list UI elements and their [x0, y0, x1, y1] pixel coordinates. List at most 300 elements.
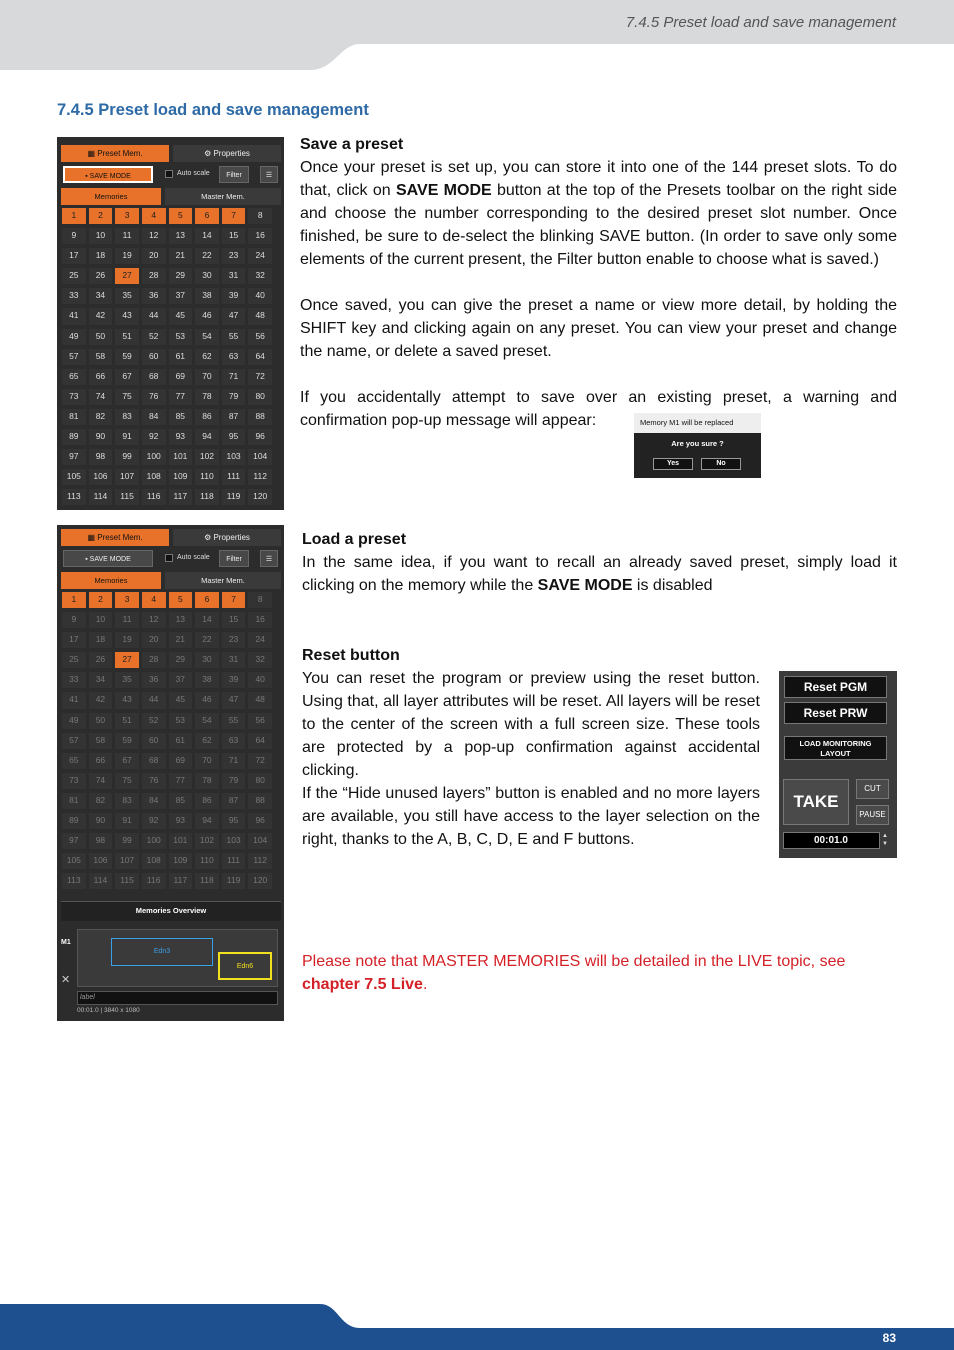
memory-slot-118[interactable]: 118 [195, 873, 219, 889]
memory-slot-117[interactable]: 117 [169, 873, 193, 889]
m1-label: M1 [61, 939, 71, 946]
memory-slot-110[interactable]: 110 [195, 469, 219, 485]
memory-slot-10[interactable]: 10 [89, 228, 113, 244]
memory-slot-38[interactable]: 38 [195, 288, 219, 304]
memory-slot-5[interactable]: 5 [169, 592, 193, 608]
memory-slot-50[interactable]: 50 [89, 713, 113, 729]
memory-slot-46[interactable]: 46 [195, 692, 219, 708]
memory-slot-61[interactable]: 61 [169, 733, 193, 749]
memory-slot-61[interactable]: 61 [169, 349, 193, 365]
memory-slot-70[interactable]: 70 [195, 369, 219, 385]
memory-slot-96[interactable]: 96 [248, 813, 272, 829]
duration-field[interactable]: 00:01.0 [783, 832, 880, 849]
memory-slot-34[interactable]: 34 [89, 672, 113, 688]
memory-slot-7[interactable]: 7 [222, 592, 246, 608]
memory-slot-120[interactable]: 120 [248, 489, 272, 505]
memory-slot-42[interactable]: 42 [89, 308, 113, 324]
memory-slot-6[interactable]: 6 [195, 592, 219, 608]
memory-slot-75[interactable]: 75 [115, 773, 139, 789]
save-preset-warning-text [300, 386, 897, 432]
memory-slot-74[interactable]: 74 [89, 389, 113, 405]
memory-slot-63[interactable]: 63 [222, 733, 246, 749]
memory-slot-70[interactable]: 70 [195, 753, 219, 769]
memory-slot-81[interactable]: 81 [62, 793, 86, 809]
memory-slot-55[interactable]: 55 [222, 329, 246, 345]
preset-mem-icon: ▦ [87, 149, 98, 158]
memory-slot-92[interactable]: 92 [142, 813, 166, 829]
memory-slot-67[interactable]: 67 [115, 369, 139, 385]
memory-slot-17[interactable]: 17 [62, 632, 86, 648]
memory-slot-91[interactable]: 91 [115, 429, 139, 445]
auto-scale-checkbox[interactable] [165, 554, 173, 562]
memory-slot-8[interactable]: 8 [248, 592, 272, 608]
memory-slot-79[interactable]: 79 [222, 773, 246, 789]
load-monitoring-button[interactable]: LOAD MONITORING LAYOUT [784, 736, 887, 760]
memory-slot-9[interactable]: 9 [62, 228, 86, 244]
footer-band [0, 1304, 954, 1350]
tab-properties[interactable]: ⚙ Properties [173, 145, 281, 162]
memory-slot-63[interactable]: 63 [222, 349, 246, 365]
memory-slot-47[interactable]: 47 [222, 692, 246, 708]
tab-memories[interactable]: Memories [61, 572, 161, 589]
memory-slot-87[interactable]: 87 [222, 793, 246, 809]
memory-slot-19[interactable]: 19 [115, 632, 139, 648]
memory-slot-76[interactable]: 76 [142, 389, 166, 405]
memory-slot-2[interactable]: 2 [89, 208, 113, 224]
memory-slot-90[interactable]: 90 [89, 429, 113, 445]
memory-slot-118[interactable]: 118 [195, 489, 219, 505]
memory-slot-107[interactable]: 107 [115, 853, 139, 869]
memory-slot-6[interactable]: 6 [195, 208, 219, 224]
reset-paragraph-1: You can reset the program or preview using the reset button. Using that, all layer attributes will be reset. All layers will be reset to the center of the screen with a full screen size. These tools are protected by a pop-up confirmation against accidental clicking. [302, 670, 760, 779]
memory-slot-36[interactable]: 36 [142, 288, 166, 304]
memory-slot-3[interactable]: 3 [115, 208, 139, 224]
memory-slot-100[interactable]: 100 [142, 833, 166, 849]
memory-slot-20[interactable]: 20 [142, 632, 166, 648]
memory-slot-93[interactable]: 93 [169, 813, 193, 829]
memory-slot-58[interactable]: 58 [89, 349, 113, 365]
load-preset-block [302, 528, 897, 597]
memory-slot-13[interactable]: 13 [169, 228, 193, 244]
memory-slot-21[interactable]: 21 [169, 632, 193, 648]
memory-slot-56[interactable]: 56 [248, 713, 272, 729]
popup-question: Are you sure ? [671, 439, 724, 448]
memory-slot-51[interactable]: 51 [115, 329, 139, 345]
memory-slot-11[interactable]: 11 [115, 228, 139, 244]
save-preset-block [300, 133, 897, 363]
memory-slot-66[interactable]: 66 [89, 369, 113, 385]
duration-stepper-icon[interactable]: ▲ ▼ [882, 833, 888, 847]
list-view-icon[interactable]: ☰ [260, 166, 278, 183]
memory-slot-109[interactable]: 109 [169, 469, 193, 485]
memory-slot-14[interactable]: 14 [195, 228, 219, 244]
memory-slot-99[interactable]: 99 [115, 833, 139, 849]
memory-slot-115[interactable]: 115 [115, 873, 139, 889]
save-preset-heading: Save a preset [300, 136, 404, 153]
memory-slot-37[interactable]: 37 [169, 672, 193, 688]
memory-slot-74[interactable]: 74 [89, 773, 113, 789]
memory-slot-4[interactable]: 4 [142, 208, 166, 224]
memory-slot-72[interactable]: 72 [248, 753, 272, 769]
memory-slot-114[interactable]: 114 [89, 489, 113, 505]
memory-slot-100[interactable]: 100 [142, 449, 166, 465]
memory-slot-24[interactable]: 24 [248, 248, 272, 264]
memory-slot-68[interactable]: 68 [142, 369, 166, 385]
memory-slot-95[interactable]: 95 [222, 813, 246, 829]
memory-slot-95[interactable]: 95 [222, 429, 246, 445]
memory-slot-73[interactable]: 73 [62, 389, 86, 405]
memory-slot-47[interactable]: 47 [222, 308, 246, 324]
memory-slot-83[interactable]: 83 [115, 409, 139, 425]
memory-slot-16[interactable]: 16 [248, 612, 272, 628]
reset-paragraph-2: If the “Hide unused layers” button is enabled and no more layers are available, you still have access to the layer selection on the right, thanks to the A, B, C, D, E and F buttons. [302, 785, 760, 848]
load-preset-paragraph: In the same idea, if you want to recall an already saved preset, simply load it clicking on the memory while the SAVE MODE is disabled [302, 554, 897, 594]
memory-slot-39[interactable]: 39 [222, 288, 246, 304]
memory-slot-18[interactable]: 18 [89, 248, 113, 264]
memory-slot-32[interactable]: 32 [248, 268, 272, 284]
memory-slot-1[interactable]: 1 [62, 592, 86, 608]
memory-slot-97[interactable]: 97 [62, 449, 86, 465]
reset-block [302, 644, 760, 851]
memory-slot-98[interactable]: 98 [89, 833, 113, 849]
memory-slot-91[interactable]: 91 [115, 813, 139, 829]
memory-slot-27[interactable]: 27 [115, 268, 139, 284]
memory-slot-17[interactable]: 17 [62, 248, 86, 264]
memory-slot-98[interactable]: 98 [89, 449, 113, 465]
memory-slot-117[interactable]: 117 [169, 489, 193, 505]
auto-scale-label: Auto scale [177, 554, 210, 561]
tab-preset-mem[interactable]: ▦ Preset Mem. [61, 529, 169, 546]
memory-slot-35[interactable]: 35 [115, 288, 139, 304]
memory-slot-21[interactable]: 21 [169, 248, 193, 264]
take-button[interactable]: TAKE [783, 779, 849, 825]
header-band [0, 0, 954, 70]
memory-slot-109[interactable]: 109 [169, 853, 193, 869]
memory-slot-28[interactable]: 28 [142, 268, 166, 284]
memory-slot-48[interactable]: 48 [248, 692, 272, 708]
memory-slot-65[interactable]: 65 [62, 753, 86, 769]
memory-slot-54[interactable]: 54 [195, 329, 219, 345]
memory-slot-3[interactable]: 3 [115, 592, 139, 608]
label-input[interactable]: label [77, 991, 278, 1005]
memory-slot-36[interactable]: 36 [142, 672, 166, 688]
confirm-popup [634, 413, 761, 478]
close-icon[interactable]: ✕ [61, 974, 71, 986]
memory-slot-102[interactable]: 102 [195, 449, 219, 465]
memory-slot-11[interactable]: 11 [115, 612, 139, 628]
memory-slot-12[interactable]: 12 [142, 228, 166, 244]
memory-slot-22[interactable]: 22 [195, 632, 219, 648]
properties-icon: ⚙ [204, 149, 214, 158]
memory-grid [61, 590, 273, 891]
memory-slot-110[interactable]: 110 [195, 853, 219, 869]
memory-slot-99[interactable]: 99 [115, 449, 139, 465]
memory-slot-53[interactable]: 53 [169, 713, 193, 729]
memory-slot-25[interactable]: 25 [62, 652, 86, 668]
overview-layer-1[interactable]: Edn3 [111, 938, 213, 966]
memory-slot-84[interactable]: 84 [142, 793, 166, 809]
memory-slot-40[interactable]: 40 [248, 672, 272, 688]
master-memories-note: Please note that MASTER MEMORIES will be detailed in the LIVE topic, see chapter 7.5 Live. [302, 953, 846, 993]
preset-panel-save-mode [57, 137, 284, 510]
memory-slot-106[interactable]: 106 [89, 469, 113, 485]
memory-slot-30[interactable]: 30 [195, 652, 219, 668]
memory-slot-54[interactable]: 54 [195, 713, 219, 729]
memory-slot-76[interactable]: 76 [142, 773, 166, 789]
memory-slot-116[interactable]: 116 [142, 873, 166, 889]
memory-slot-65[interactable]: 65 [62, 369, 86, 385]
memory-slot-103[interactable]: 103 [222, 833, 246, 849]
memory-slot-79[interactable]: 79 [222, 389, 246, 405]
memory-slot-105[interactable]: 105 [62, 469, 86, 485]
memory-slot-57[interactable]: 57 [62, 349, 86, 365]
memory-slot-86[interactable]: 86 [195, 409, 219, 425]
memory-slot-60[interactable]: 60 [142, 733, 166, 749]
memory-slot-77[interactable]: 77 [169, 389, 193, 405]
memory-slot-48[interactable]: 48 [248, 308, 272, 324]
memory-slot-85[interactable]: 85 [169, 409, 193, 425]
memory-slot-120[interactable]: 120 [248, 873, 272, 889]
memory-slot-59[interactable]: 59 [115, 349, 139, 365]
memory-slot-97[interactable]: 97 [62, 833, 86, 849]
memory-slot-42[interactable]: 42 [89, 692, 113, 708]
memory-slot-45[interactable]: 45 [169, 692, 193, 708]
memory-slot-80[interactable]: 80 [248, 389, 272, 405]
save-preset-paragraph-2: Once saved, you can give the preset a name or view more detail, by holding the SHIFT key and clicking again on any preset. You can view your preset and change the name, or delete a saved preset. [300, 297, 897, 360]
pause-button[interactable]: PAUSE [856, 805, 889, 825]
memory-slot-59[interactable]: 59 [115, 733, 139, 749]
memory-slot-45[interactable]: 45 [169, 308, 193, 324]
memory-slot-108[interactable]: 108 [142, 853, 166, 869]
memory-slot-40[interactable]: 40 [248, 288, 272, 304]
memory-slot-69[interactable]: 69 [169, 369, 193, 385]
memory-slot-23[interactable]: 23 [222, 248, 246, 264]
memory-slot-18[interactable]: 18 [89, 632, 113, 648]
filter-button[interactable]: Filter [219, 550, 249, 567]
memory-slot-31[interactable]: 31 [222, 268, 246, 284]
chapter-link[interactable]: chapter 7.5 Live [302, 976, 423, 993]
memory-slot-101[interactable]: 101 [169, 833, 193, 849]
memory-slot-96[interactable]: 96 [248, 429, 272, 445]
memory-slot-24[interactable]: 24 [248, 632, 272, 648]
memory-slot-33[interactable]: 33 [62, 672, 86, 688]
memory-slot-29[interactable]: 29 [169, 652, 193, 668]
memory-slot-9[interactable]: 9 [62, 612, 86, 628]
memory-slot-115[interactable]: 115 [115, 489, 139, 505]
memory-slot-84[interactable]: 84 [142, 409, 166, 425]
memory-slot-73[interactable]: 73 [62, 773, 86, 789]
memory-slot-1[interactable]: 1 [62, 208, 86, 224]
memory-slot-112[interactable]: 112 [248, 469, 272, 485]
memory-slot-78[interactable]: 78 [195, 773, 219, 789]
memory-slot-66[interactable]: 66 [89, 753, 113, 769]
list-view-icon[interactable]: ☰ [260, 550, 278, 567]
load-preset-heading: Load a preset [302, 531, 407, 548]
memory-slot-64[interactable]: 64 [248, 349, 272, 365]
memory-slot-32[interactable]: 32 [248, 652, 272, 668]
memory-slot-68[interactable]: 68 [142, 753, 166, 769]
memory-slot-104[interactable]: 104 [248, 449, 272, 465]
memory-slot-33[interactable]: 33 [62, 288, 86, 304]
memory-slot-62[interactable]: 62 [195, 733, 219, 749]
save-preset-paragraph-1: Once your preset is set up, you can store it into one of the 144 preset slots. To do that, click on SAVE MODE button at the top of the Presets toolbar on the right side and choose the number corresponding to the desired preset slot number. Once finished, be sure to de-select the blinking SAVE button. (In order to save only some elements of the current present, the Filter button enable to choose what is saved.) [300, 159, 898, 268]
memory-slot-89[interactable]: 89 [62, 429, 86, 445]
memory-slot-64[interactable]: 64 [248, 733, 272, 749]
memory-slot-119[interactable]: 119 [222, 489, 246, 505]
memory-slot-8[interactable]: 8 [248, 208, 272, 224]
memory-slot-87[interactable]: 87 [222, 409, 246, 425]
popup-no-button[interactable]: No [701, 458, 741, 470]
memory-slot-112[interactable]: 112 [248, 853, 272, 869]
memory-slot-49[interactable]: 49 [62, 713, 86, 729]
memory-slot-69[interactable]: 69 [169, 753, 193, 769]
memory-slot-113[interactable]: 113 [62, 489, 86, 505]
memory-slot-56[interactable]: 56 [248, 329, 272, 345]
memory-slot-81[interactable]: 81 [62, 409, 86, 425]
cut-button[interactable]: CUT [856, 779, 889, 799]
memory-slot-10[interactable]: 10 [89, 612, 113, 628]
memory-slot-75[interactable]: 75 [115, 389, 139, 405]
memory-slot-25[interactable]: 25 [62, 268, 86, 284]
memory-slot-30[interactable]: 30 [195, 268, 219, 284]
reset-prw-button[interactable]: Reset PRW [784, 702, 887, 724]
memory-slot-22[interactable]: 22 [195, 248, 219, 264]
memory-slot-13[interactable]: 13 [169, 612, 193, 628]
memory-slot-26[interactable]: 26 [89, 268, 113, 284]
memory-slot-19[interactable]: 19 [115, 248, 139, 264]
memory-slot-5[interactable]: 5 [169, 208, 193, 224]
memory-slot-7[interactable]: 7 [222, 208, 246, 224]
memory-slot-41[interactable]: 41 [62, 692, 86, 708]
memory-slot-116[interactable]: 116 [142, 489, 166, 505]
memory-slot-60[interactable]: 60 [142, 349, 166, 365]
memory-slot-93[interactable]: 93 [169, 429, 193, 445]
memory-slot-88[interactable]: 88 [248, 409, 272, 425]
memory-slot-106[interactable]: 106 [89, 853, 113, 869]
save-icon: ▪ [85, 173, 90, 180]
memory-slot-71[interactable]: 71 [222, 753, 246, 769]
preset-panel-load-mode [57, 525, 284, 1021]
memory-slot-23[interactable]: 23 [222, 632, 246, 648]
page-footer [0, 1304, 954, 1350]
memory-slot-107[interactable]: 107 [115, 469, 139, 485]
reset-heading: Reset button [302, 647, 400, 664]
memory-slot-15[interactable]: 15 [222, 612, 246, 628]
save-mode-button[interactable]: ▪ SAVE MODE [63, 550, 153, 567]
memory-slot-119[interactable]: 119 [222, 873, 246, 889]
memory-slot-111[interactable]: 111 [222, 853, 246, 869]
memory-slot-29[interactable]: 29 [169, 268, 193, 284]
memory-slot-26[interactable]: 26 [89, 652, 113, 668]
memory-slot-86[interactable]: 86 [195, 793, 219, 809]
memory-slot-20[interactable]: 20 [142, 248, 166, 264]
memory-slot-31[interactable]: 31 [222, 652, 246, 668]
memory-slot-114[interactable]: 114 [89, 873, 113, 889]
memory-slot-89[interactable]: 89 [62, 813, 86, 829]
memory-slot-46[interactable]: 46 [195, 308, 219, 324]
memory-slot-51[interactable]: 51 [115, 713, 139, 729]
memory-slot-72[interactable]: 72 [248, 369, 272, 385]
tab-preset-mem[interactable]: ▦ Preset Mem. [61, 145, 169, 162]
memory-slot-71[interactable]: 71 [222, 369, 246, 385]
memory-slot-38[interactable]: 38 [195, 672, 219, 688]
memory-slot-27[interactable]: 27 [115, 652, 139, 668]
memory-slot-77[interactable]: 77 [169, 773, 193, 789]
memory-slot-55[interactable]: 55 [222, 713, 246, 729]
memory-slot-82[interactable]: 82 [89, 793, 113, 809]
memory-slot-80[interactable]: 80 [248, 773, 272, 789]
memory-slot-49[interactable]: 49 [62, 329, 86, 345]
properties-icon: ⚙ [204, 533, 214, 542]
memory-slot-102[interactable]: 102 [195, 833, 219, 849]
memory-slot-104[interactable]: 104 [248, 833, 272, 849]
filter-button[interactable]: Filter [219, 166, 249, 183]
save-mode-button[interactable]: ▪ SAVE MODE [63, 166, 153, 183]
memory-slot-16[interactable]: 16 [248, 228, 272, 244]
memory-slot-52[interactable]: 52 [142, 329, 166, 345]
memory-slot-2[interactable]: 2 [89, 592, 113, 608]
memory-slot-41[interactable]: 41 [62, 308, 86, 324]
memory-slot-53[interactable]: 53 [169, 329, 193, 345]
memory-slot-92[interactable]: 92 [142, 429, 166, 445]
memory-slot-62[interactable]: 62 [195, 349, 219, 365]
tab-memories[interactable]: Memories [61, 188, 161, 205]
memory-slot-94[interactable]: 94 [195, 813, 219, 829]
memory-slot-58[interactable]: 58 [89, 733, 113, 749]
tab-master-mem[interactable]: Master Mem. [165, 572, 281, 589]
reset-pgm-button[interactable]: Reset PGM [784, 676, 887, 698]
memory-slot-35[interactable]: 35 [115, 672, 139, 688]
memory-slot-44[interactable]: 44 [142, 308, 166, 324]
overview-layer-2[interactable]: Edn6 [218, 952, 272, 980]
memory-slot-37[interactable]: 37 [169, 288, 193, 304]
header-title: 7.4.5 Preset load and save management [625, 14, 896, 31]
auto-scale-checkbox[interactable] [165, 170, 173, 178]
memory-slot-111[interactable]: 111 [222, 469, 246, 485]
memory-slot-39[interactable]: 39 [222, 672, 246, 688]
memory-slot-28[interactable]: 28 [142, 652, 166, 668]
memory-slot-94[interactable]: 94 [195, 429, 219, 445]
memory-slot-113[interactable]: 113 [62, 873, 86, 889]
memory-slot-85[interactable]: 85 [169, 793, 193, 809]
memory-slot-4[interactable]: 4 [142, 592, 166, 608]
memory-slot-82[interactable]: 82 [89, 409, 113, 425]
memory-slot-105[interactable]: 105 [62, 853, 86, 869]
preset-mem-icon: ▦ [87, 533, 98, 542]
tab-properties[interactable]: ⚙ Properties [173, 529, 281, 546]
memory-slot-44[interactable]: 44 [142, 692, 166, 708]
memory-slot-88[interactable]: 88 [248, 793, 272, 809]
memory-slot-78[interactable]: 78 [195, 389, 219, 405]
memory-slot-50[interactable]: 50 [89, 329, 113, 345]
memory-slot-108[interactable]: 108 [142, 469, 166, 485]
memory-slot-12[interactable]: 12 [142, 612, 166, 628]
memory-slot-57[interactable]: 57 [62, 733, 86, 749]
memory-slot-43[interactable]: 43 [115, 692, 139, 708]
tab-master-mem[interactable]: Master Mem. [165, 188, 281, 205]
memory-slot-15[interactable]: 15 [222, 228, 246, 244]
popup-yes-button[interactable]: Yes [653, 458, 693, 470]
memory-slot-90[interactable]: 90 [89, 813, 113, 829]
memory-slot-103[interactable]: 103 [222, 449, 246, 465]
memory-slot-34[interactable]: 34 [89, 288, 113, 304]
memory-slot-14[interactable]: 14 [195, 612, 219, 628]
memory-slot-43[interactable]: 43 [115, 308, 139, 324]
memory-slot-52[interactable]: 52 [142, 713, 166, 729]
memory-slot-83[interactable]: 83 [115, 793, 139, 809]
memory-slot-101[interactable]: 101 [169, 449, 193, 465]
memory-slot-67[interactable]: 67 [115, 753, 139, 769]
